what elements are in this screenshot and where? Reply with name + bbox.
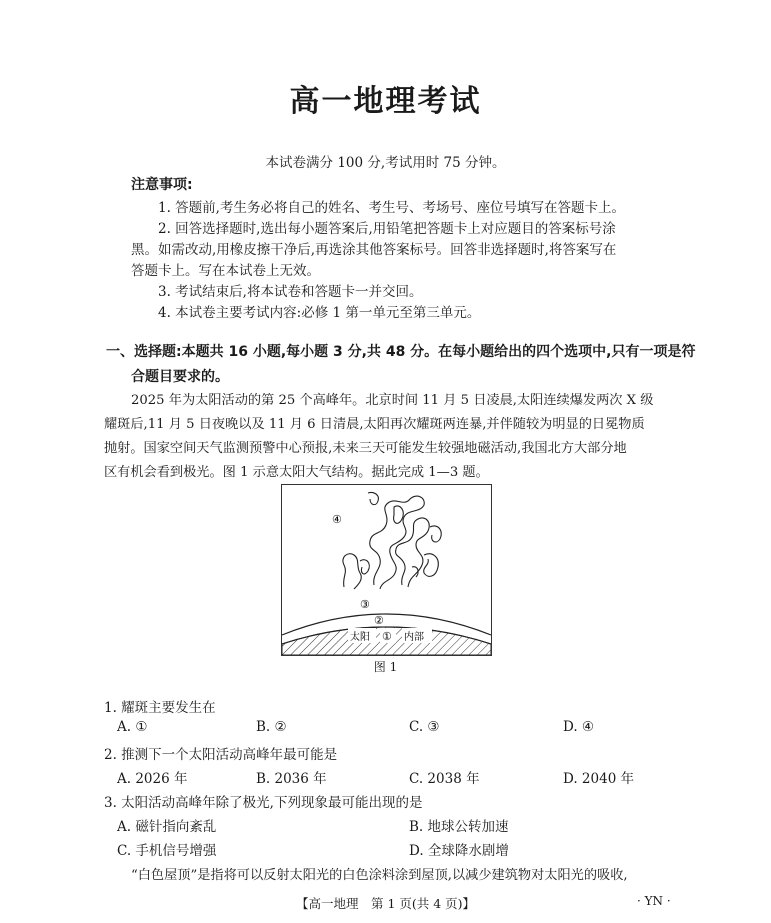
label-layer-1: ① (382, 630, 392, 643)
figure-1-sun-atmosphere (281, 484, 492, 656)
question-2-stem: 2. 推测下一个太阳活动高峰年最可能是 (104, 747, 338, 763)
passage-line-1: 2025 年为太阳活动的第 25 个高峰年。北京时间 11 月 5 日凌晨,太阳连续爆发两次 X 级 (131, 393, 654, 408)
page-title: 高一地理考试 (289, 84, 482, 119)
question-3-stem: 3. 太阳活动高峰年除了极光,下列现象最可能出现的是 (104, 795, 423, 811)
page-footer: 【高一地理 第 1 页(共 4 页)】 (295, 896, 476, 911)
figure-caption: 图 1 (373, 660, 398, 674)
label-layer-3: ③ (360, 598, 370, 611)
notes-heading: 注意事项: (131, 177, 193, 193)
q1-option-b: B. ② (256, 719, 287, 735)
label-layer-4: ④ (332, 513, 342, 526)
q2-option-b: B. 2036 年 (256, 771, 327, 787)
question-1-stem: 1. 耀斑主要发生在 (104, 700, 216, 716)
q2-option-c: C. 2038 年 (409, 771, 480, 787)
q3-option-b: B. 地球公转加速 (409, 819, 509, 835)
q1-option-c: C. ③ (409, 719, 440, 735)
label-layer-2: ② (374, 614, 384, 627)
section-heading: 一、选择题:本题共 16 小题,每小题 3 分,共 48 分。在每小题给出的四个选项中,只有一项是符 (106, 344, 696, 360)
passage-line-4: 区有机会看到极光。图 1 示意太阳大气结构。据此完成 1—3 题。 (104, 465, 489, 480)
note-line-4: 答题卡上。写在本试卷上无效。 (131, 263, 320, 279)
passage-line-3: 抛射。国家空间天气监测预警中心预报,未来三天可能发生较强地磁活动,我国北方大部分地 (104, 441, 627, 456)
prominence-shapes (343, 492, 441, 589)
note-line-1: 1. 答题前,考生务必将自己的姓名、考生号、考场号、座位号填写在答题卡上。 (158, 200, 625, 216)
note-line-3: 黑。如需改动,用橡皮擦干净后,再选涂其他答案标号。回答非选择题时,将答案写在 (131, 242, 617, 258)
label-interior: 内部 (404, 632, 424, 643)
note-line-6: 4. 本试卷主要考试内容:必修 1 第一单元至第三单元。 (158, 305, 481, 321)
q2-option-d: D. 2040 年 (563, 771, 635, 787)
footer-code: · YN · (637, 894, 671, 908)
q1-option-d: D. ④ (563, 719, 595, 735)
note-line-2: 2. 回答选择题时,选出每小题答案后,用铅笔把答题卡上对应题目的答案标号涂 (158, 221, 616, 237)
sun-atmosphere-diagram (282, 485, 491, 655)
next-passage-line: “白色屋顶”是指将可以反射太阳光的白色涂料涂到屋顶,以减少建筑物对太阳光的吸收, (131, 868, 628, 883)
q3-option-d: D. 全球降水剧增 (409, 843, 509, 859)
q3-option-a: A. 磁针指向紊乱 (117, 819, 217, 835)
passage-line-2: 耀斑后,11 月 5 日夜晚以及 11 月 6 日清晨,太阳再次耀斑两连暴,并伴随较为明显的日冕物质 (104, 417, 645, 432)
note-line-5: 3. 考试结束后,将本试卷和答题卡一并交回。 (158, 284, 423, 300)
exam-intro: 本试卷满分 100 分,考试用时 75 分钟。 (265, 155, 506, 171)
q2-option-a: A. 2026 年 (117, 771, 188, 787)
q1-option-a: A. ① (117, 719, 148, 735)
label-sun: 太阳 (350, 632, 370, 643)
section-heading-cont: 合题目要求的。 (131, 369, 229, 385)
q3-option-c: C. 手机信号增强 (117, 843, 217, 859)
